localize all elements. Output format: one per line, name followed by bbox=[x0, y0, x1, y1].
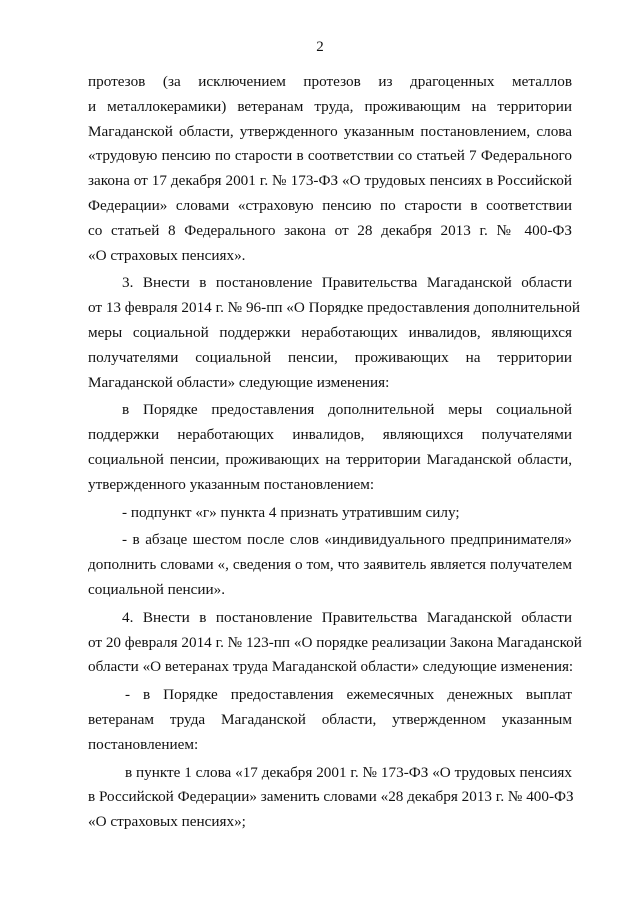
paragraph bbox=[88, 70, 572, 268]
text-line: - подпункт «г» пункта 4 признать утратившим силу; bbox=[122, 503, 460, 521]
text-line: получателями социальной пенсии, проживающих на территории bbox=[88, 348, 572, 366]
text-line: в пункте 1 слова «17 декабря 2001 г. № 173-ФЗ «О трудовых пенсиях bbox=[125, 763, 572, 781]
text-line: ветеранам труда Магаданской области, утвержденном указанным bbox=[88, 710, 572, 728]
text-line: Магаданской области, утвержденного указанным постановлением, слова bbox=[88, 122, 572, 140]
page-number: 2 bbox=[316, 39, 324, 55]
text-line: 3. Внести в постановление Правительства Магаданской области bbox=[122, 274, 572, 292]
paragraph bbox=[88, 398, 572, 497]
text-line: и металлокерамики) ветеранам труда, проживающим на территории bbox=[88, 97, 572, 115]
text-line: - в Порядке предоставления ежемесячных денежных выплат bbox=[125, 686, 572, 704]
text-line: закона от 17 декабря 2001 г. № 173-ФЗ «О трудовых пенсиях в Российской bbox=[88, 172, 572, 190]
text-line: «О страховых пенсиях». bbox=[88, 246, 246, 264]
paragraph bbox=[88, 761, 572, 835]
text-line: от 13 февраля 2014 г. № 96-пп «О Порядке предоставления дополнительной bbox=[88, 299, 581, 317]
text-line: 4. Внести в постановление Правительства Магаданской области bbox=[122, 608, 572, 626]
paragraph bbox=[88, 528, 572, 602]
text-line: в Порядке предоставления дополнительной меры социальной bbox=[122, 401, 572, 419]
text-line: дополнить словами «, сведения о том, что заявитель является получателем bbox=[88, 556, 572, 574]
text-line: со статьей 8 Федерального закона от 28 декабря 2013 г. № 400-ФЗ bbox=[88, 221, 572, 239]
paragraph bbox=[88, 271, 581, 395]
text-line: области «О ветеранах труда Магаданской области» следующие изменения: bbox=[88, 658, 574, 676]
text-line: - в абзаце шестом после слов «индивидуального предпринимателя» bbox=[122, 531, 572, 549]
text-line: поддержки неработающих инвалидов, являющихся получателями bbox=[88, 426, 572, 444]
text-line: социальной пенсии, проживающих на территории Магаданской области, bbox=[88, 450, 572, 468]
text-line: меры социальной поддержки неработающих инвалидов, являющихся bbox=[88, 323, 572, 341]
text-line: «трудовую пенсию по старости в соответствии со статьей 7 Федерального bbox=[88, 147, 572, 165]
text-line: от 20 февраля 2014 г. № 123-пп «О порядке реализации Закона Магаданской bbox=[88, 633, 582, 651]
paragraph bbox=[88, 683, 572, 757]
text-line: социальной пенсии». bbox=[88, 580, 225, 598]
text-line: Федерации» словами «страховую пенсию по старости в соответствии bbox=[88, 196, 572, 214]
paragraph bbox=[88, 501, 572, 526]
text-line: утвержденного указанным постановлением: bbox=[88, 475, 375, 493]
text-line: протезов (за исключением протезов из драгоценных металлов bbox=[88, 73, 572, 90]
text-line: постановлением: bbox=[88, 735, 199, 753]
text-line: в Российской Федерации» заменить словами «28 декабря 2013 г. № 400-ФЗ bbox=[88, 788, 574, 806]
document-body bbox=[88, 70, 582, 835]
paragraph bbox=[88, 606, 582, 680]
text-line: «О страховых пенсиях»; bbox=[88, 813, 246, 831]
text-line: Магаданской области» следующие изменения: bbox=[88, 373, 390, 391]
